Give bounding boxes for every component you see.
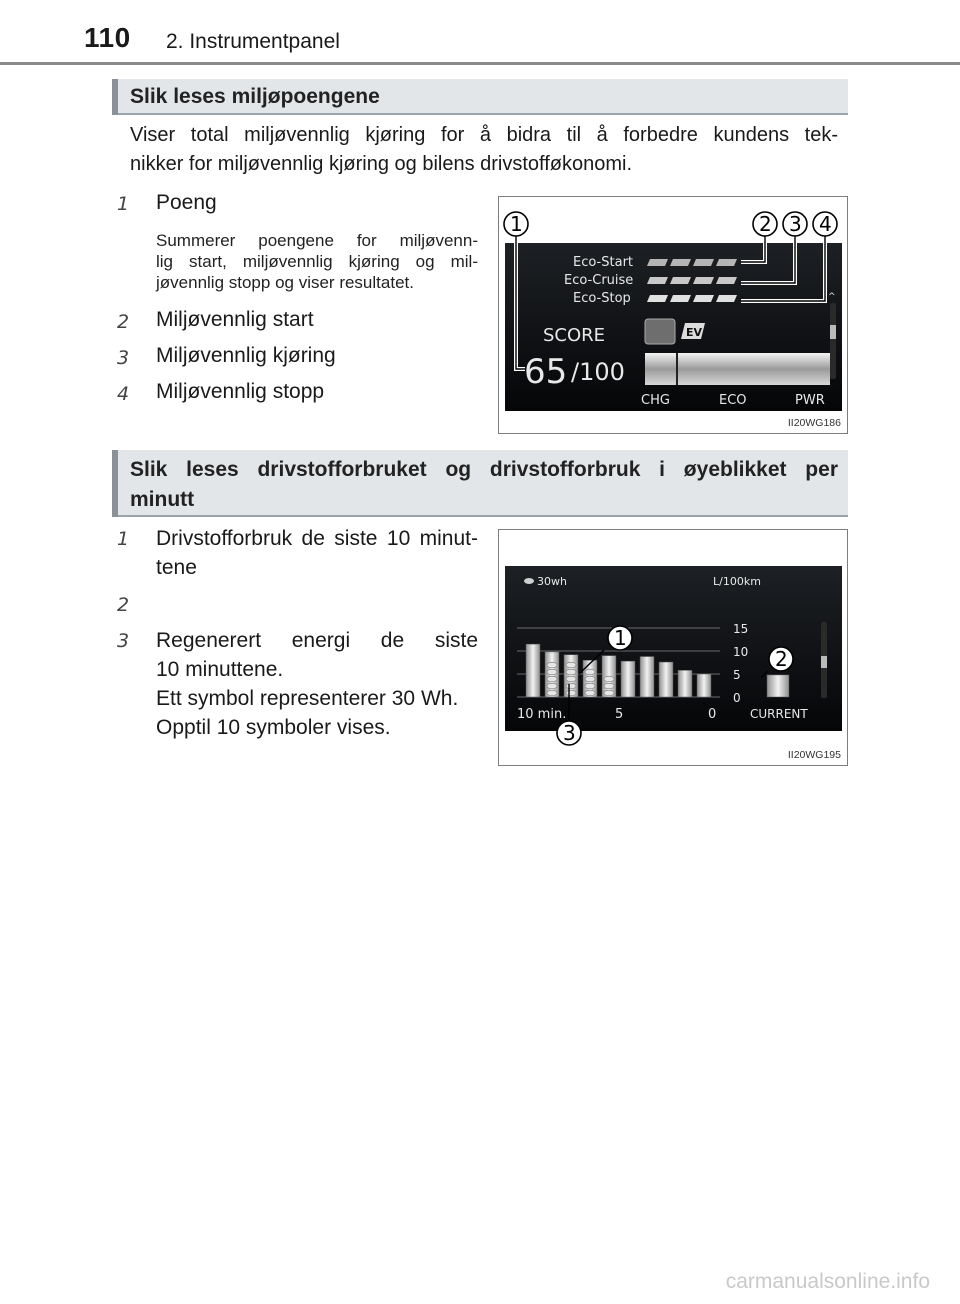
- callout-2: [753, 212, 777, 236]
- item-number: 3: [117, 630, 130, 652]
- callout-number: 1: [510, 212, 523, 236]
- pwr-label: PWR: [795, 393, 825, 408]
- y-tick-label: 5: [733, 668, 741, 682]
- legend-label: 30wh: [537, 575, 567, 588]
- unit-label: L/100km: [713, 575, 761, 588]
- item-line: 10 minuttene.: [156, 658, 284, 681]
- callout-3: [783, 212, 807, 236]
- item-label-score: Poeng: [156, 191, 217, 214]
- current-label: CURRENT: [750, 707, 808, 721]
- item-number: 2: [117, 594, 130, 616]
- section-title-line-1: Slik leses drivstofforbruket og drivstofforbruk i øyeblikket per: [130, 458, 838, 481]
- item-text-regen-energy: [156, 626, 478, 742]
- item-line: tene: [156, 556, 197, 579]
- chapter-title: 2. Instrumentpanel: [166, 30, 340, 53]
- item-number: 4: [117, 383, 130, 405]
- callout-number: 1: [614, 626, 627, 650]
- note-line: jøvennlig stopp og viser resultatet.: [156, 273, 414, 292]
- note-line: Summerer poengene for miljøvenn-: [156, 231, 478, 250]
- item-label-eco-cruise: Miljøvennlig kjøring: [156, 344, 336, 367]
- callout-leaders: [569, 650, 768, 723]
- eco-label: ECO: [719, 393, 747, 408]
- item-label-eco-stop: Miljøvennlig stopp: [156, 380, 325, 403]
- note-line: lig start, miljøvennlig kjøring og mil-: [156, 252, 478, 271]
- callout-4: [813, 212, 837, 236]
- section-title: Slik leses miljøpoengene: [130, 85, 380, 108]
- y-tick-label: 10: [733, 645, 749, 659]
- intro-line-2: nikker for miljøvennlig kjøring og bilens drivstofføkonomi.: [130, 153, 633, 175]
- x-label-0: 0: [708, 707, 717, 722]
- score-value: 65: [524, 352, 568, 392]
- item-number: 1: [117, 193, 130, 215]
- item-line: Ett symbol representerer 30 Wh.: [156, 687, 459, 710]
- callout-number: 2: [775, 647, 788, 671]
- item-text-last-10-min: [156, 524, 478, 582]
- intro-line-1: Viser total miljøvennlig kjøring for å bidra til å forbedre kundens tek-: [130, 124, 838, 146]
- x-label-10-min: 10 min.: [517, 707, 567, 722]
- figure-eco-score: [498, 196, 848, 434]
- y-tick-label: 15: [733, 622, 749, 636]
- chg-label: CHG: [641, 393, 670, 408]
- score-max: /100: [571, 358, 625, 386]
- section-accent: [112, 450, 118, 517]
- item-line: Regenerert energi de siste: [156, 629, 478, 652]
- callout-1: [504, 212, 528, 236]
- callout-2: [769, 647, 793, 671]
- callout-number: 3: [563, 721, 576, 745]
- figure-id: II20WG186: [787, 417, 841, 429]
- callout-number: 2: [759, 212, 772, 236]
- ev-text: EV: [686, 326, 703, 339]
- callout-leaders-halo: [516, 235, 825, 369]
- eco-start-label: Eco-Start: [573, 255, 634, 270]
- eco-stop-label: Eco-Stop: [573, 291, 631, 306]
- item-note-score: [156, 230, 478, 293]
- page-number: 110: [84, 22, 131, 53]
- figure-fuel-consumption: [498, 529, 848, 766]
- scroll-up-arrow: ^: [828, 292, 836, 302]
- figure-id: II20WG195: [787, 749, 841, 761]
- item-line: Drivstofforbruk de siste 10 minut-: [156, 527, 478, 550]
- header-rule: [0, 62, 960, 65]
- section-heading-fuel-consumption: [112, 450, 848, 517]
- callout-number: 3: [789, 212, 802, 236]
- callout-number: 4: [819, 212, 832, 236]
- y-tick-label: 0: [733, 691, 741, 705]
- item-label-eco-start: Miljøvennlig start: [156, 308, 314, 331]
- item-line: Opptil 10 symboler vises.: [156, 716, 391, 739]
- item-number: 3: [117, 347, 130, 369]
- item-number: 1: [117, 528, 130, 550]
- section-accent: [112, 79, 118, 115]
- section-title-line-2: minutt: [130, 488, 195, 511]
- figure-callouts: [499, 530, 849, 767]
- watermark: carmanualsonline.info: [725, 1270, 930, 1293]
- score-label: SCORE: [543, 325, 606, 346]
- section-heading-eco-score: [112, 79, 848, 115]
- figure-callouts: [499, 197, 849, 435]
- item-number: 2: [117, 311, 130, 333]
- x-label-5: 5: [615, 707, 624, 722]
- callout-3: [557, 721, 581, 745]
- callout-1: [608, 626, 632, 650]
- eco-cruise-label: Eco-Cruise: [564, 273, 634, 288]
